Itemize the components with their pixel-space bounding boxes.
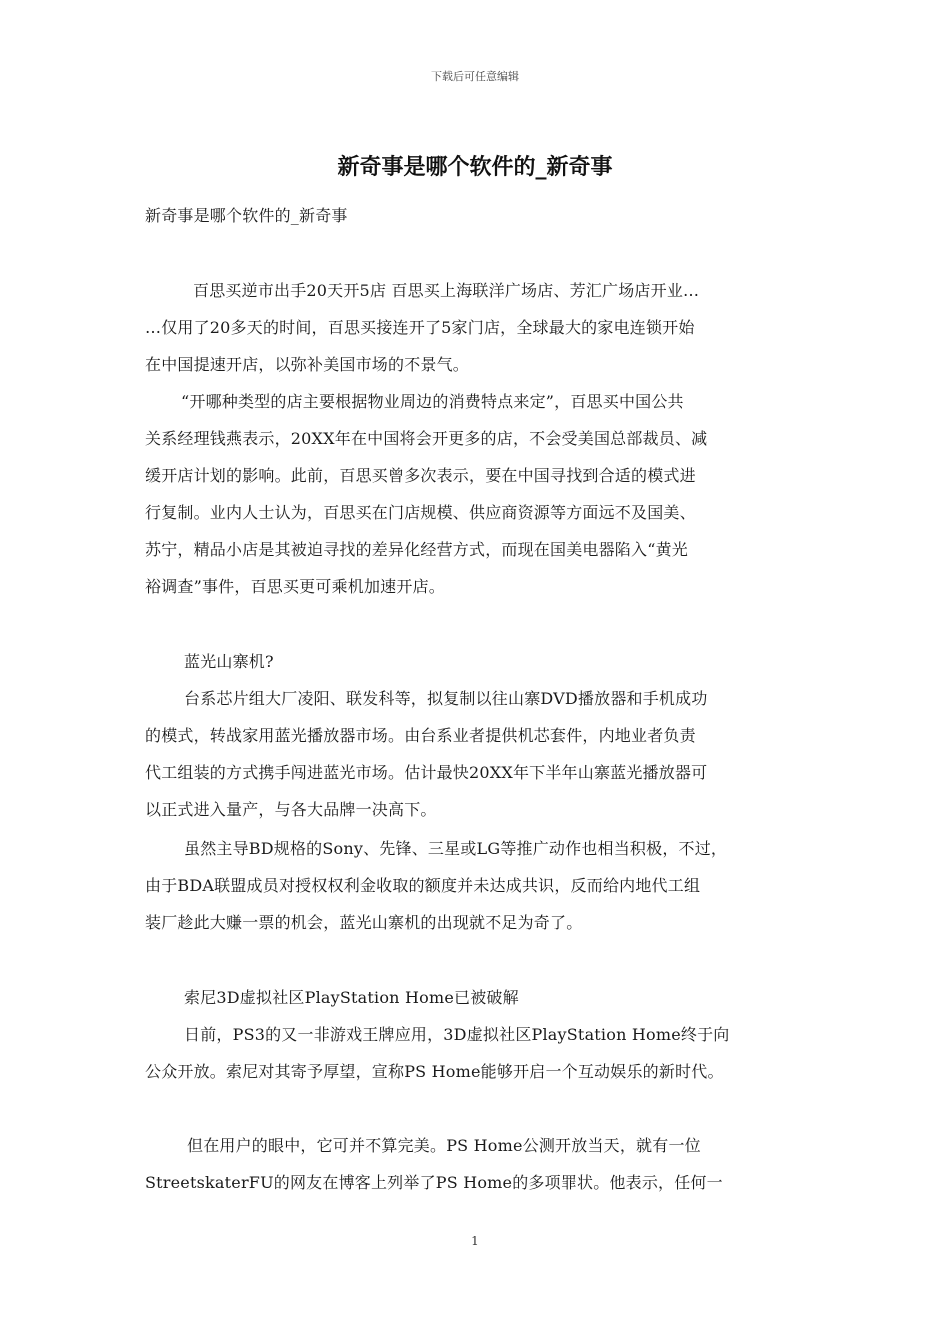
- text-line: 由于BDA联盟成员对授权权利金收取的额度并未达成共识，反而给内地代工组: [145, 876, 701, 895]
- text-line: 行复制。业内人士认为，百思买在门店规模、供应商资源等方面远不及国美、: [145, 503, 696, 522]
- text-line: 裕调查”事件，百思买更可乘机加速开店。: [145, 577, 445, 596]
- page-header: 下载后可任意编辑: [431, 70, 519, 83]
- text-line: 苏宁，精品小店是其被迫寻找的差异化经营方式，而现在国美电器陷入“黄光: [145, 540, 688, 559]
- text-line: …仅用了20多天的时间，百思买接连开了5家门店，全球最大的家电连锁开始: [145, 318, 695, 337]
- text-line: 装厂趁此大赚一票的机会，蓝光山寨机的出现就不足为奇了。: [145, 913, 583, 932]
- text-line: 日前，PS3的又一非游戏王牌应用，3D虚拟社区PlayStation Home终于向: [184, 1025, 730, 1044]
- text-line: 关系经理钱燕表示，20XX年在中国将会开更多的店，不会受美国总部裁员、减: [145, 429, 708, 448]
- subtitle: 新奇事是哪个软件的_新奇事: [145, 206, 348, 225]
- document-title: 新奇事是哪个软件的_新奇事: [337, 154, 613, 180]
- text-line: 代工组装的方式携手闯进蓝光市场。估计最快20XX年下半年山寨蓝光播放器可: [145, 763, 708, 782]
- text-line: 百思买逆市出手20天开5店 百思买上海联洋广场店、芳汇广场店开业…: [193, 281, 700, 300]
- text-line: 台系芯片组大厂凌阳、联发科等，拟复制以往山寨DVD播放器和手机成功: [184, 689, 708, 708]
- section-heading: 索尼3D虚拟社区PlayStation Home已被破解: [184, 988, 519, 1007]
- text-line: 在中国提速开店，以弥补美国市场的不景气。: [145, 355, 470, 374]
- page-number: 1: [471, 1234, 479, 1248]
- text-line: 的模式，转战家用蓝光播放器市场。由台系业者提供机芯套件，内地业者负责: [145, 726, 696, 745]
- text-line: 公众开放。索尼对其寄予厚望，宣称PS Home能够开启一个互动娱乐的新时代。: [145, 1062, 724, 1081]
- text-line: 但在用户的眼中，它可并不算完美。PS Home公测开放当天，就有一位: [187, 1136, 701, 1155]
- section-heading: 蓝光山寨机?: [184, 652, 274, 671]
- text-line: 缓开店计划的影响。此前，百思买曾多次表示，要在中国寻找到合适的模式进: [145, 466, 696, 485]
- text-line: 以正式进入量产，与各大品牌一决高下。: [145, 800, 437, 819]
- text-line: “开哪种类型的店主要根据物业周边的消费特点来定”，百思买中国公共: [181, 392, 684, 411]
- text-line: StreetskaterFU的网友在博客上列举了PS Home的多项罪状。他表示，任何一: [145, 1173, 723, 1192]
- text-line: 虽然主导BD规格的Sony、先锋、三星或LG等推广动作也相当积极，不过，: [184, 839, 728, 858]
